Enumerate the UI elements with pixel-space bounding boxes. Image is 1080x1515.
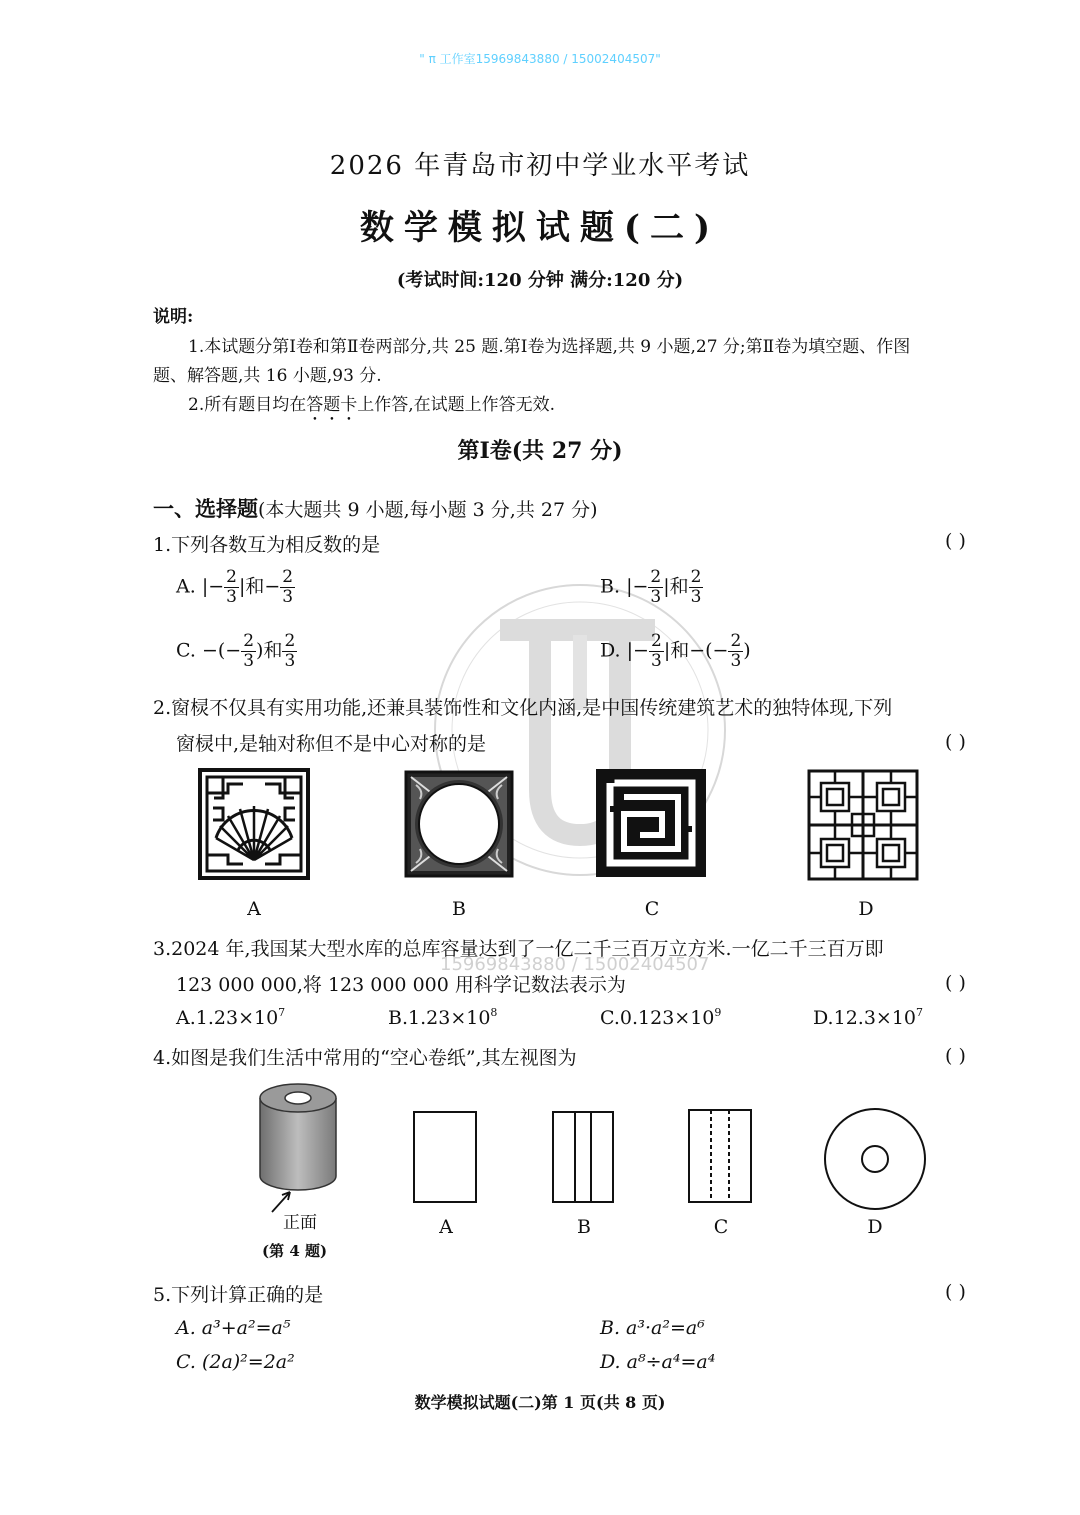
q3-option-a: $A.1.23\times 10^7$	[176, 1006, 286, 1029]
q2-figure-c-meander-window	[596, 769, 706, 877]
q4-option-c-rectangle-dashed-lines	[687, 1108, 755, 1206]
q5-stem: 5.下列计算正确的是	[153, 1284, 324, 1306]
notes-heading: 说明:	[153, 307, 194, 327]
q1-option-b: B. |− $\frac{2}{3}$ |和 $\frac{2}{3}$	[600, 567, 702, 607]
q2-stem-line1: 2.窗棂不仅具有实用功能,还兼具装饰性和文化内涵,是中国传统建筑艺术的独特体现,下列	[153, 697, 893, 719]
notes-item1-line2: 题、解答题,共 16 小题,93 分.	[153, 366, 382, 386]
q4-stem: 4.如图是我们生活中常用的“空心卷纸”,其左视图为	[153, 1047, 577, 1069]
q2-label-c: C	[644, 898, 660, 920]
section-title: 第Ⅰ卷(共 27 分)	[457, 438, 623, 464]
q3-stem-line2: 123 000 000,将 123 000 000 用科学记数法表示为	[176, 974, 626, 996]
emphasis-answer-card: 答题卡	[306, 395, 358, 415]
exam-title: 2026 年青岛市初中学业水平考试	[329, 151, 751, 181]
q2-label-a: A	[247, 898, 261, 920]
part-heading: 一、选择题(本大题共 9 小题,每小题 3 分,共 27 分)	[153, 496, 598, 521]
q1-option-c: C. −(− $\frac{2}{3}$ )和 $\frac{2}{3}$	[176, 631, 296, 671]
q4-front-label: 正面	[283, 1213, 317, 1233]
q3-option-b: $B.1.23\times 10^8$	[388, 1006, 498, 1029]
q2-figure-a-fan-window	[198, 768, 310, 880]
q2-figure-d-lattice-window	[807, 769, 919, 881]
q4-answer-paren: ( )	[945, 1045, 966, 1067]
q4-label-a: A	[439, 1216, 453, 1238]
q5-answer-paren: ( )	[945, 1281, 966, 1303]
exam-info: (考试时间:120 分钟 满分:120 分)	[396, 270, 684, 291]
q1-stem: 1.下列各数互为相反数的是	[153, 534, 381, 556]
q2-label-d: D	[858, 898, 874, 920]
q2-figure-b-round-window	[404, 770, 514, 878]
q3-stem-line1: 3.2024 年,我国某大型水库的总库容量达到了一亿二千三百万立方米.一亿二千三百万即	[153, 938, 884, 960]
q2-label-b: B	[452, 898, 466, 920]
q4-option-d-ring	[822, 1106, 928, 1212]
q4-label-d: D	[867, 1216, 883, 1238]
q2-stem-line2: 窗棂中,是轴对称但不是中心对称的是	[176, 733, 487, 755]
q3-option-d: $D.12.3\times 10^7$	[813, 1006, 924, 1029]
notes-item2: 2.所有题目均在答题卡上作答,在试题上作答无效.	[188, 395, 556, 415]
q5-option-a: A. a³+a²=a⁵	[176, 1317, 291, 1339]
paper-title: 数学模拟试题(二)	[359, 208, 721, 248]
notes-item1-line1: 1.本试题分第Ⅰ卷和第Ⅱ卷两部分,共 25 题.第Ⅰ卷为选择题,共 9 小题,27 分;第Ⅱ卷为填空题、作图	[188, 337, 911, 357]
q4-figure-paper-roll	[250, 1078, 350, 1218]
q4-label-c: C	[713, 1216, 729, 1238]
watermark-mid: 15969843880 / 15002404507	[440, 954, 710, 975]
q4-label-b: B	[577, 1216, 591, 1238]
q1-option-a: A. |− $\frac{2}{3}$ |和− $\frac{2}{3}$	[176, 567, 294, 607]
q2-answer-paren: ( )	[945, 731, 966, 753]
q4-caption: (第 4 题)	[262, 1242, 328, 1260]
q4-option-b-rectangle-solid-lines	[551, 1110, 617, 1206]
q5-option-c: C. (2a)²=2a²	[176, 1351, 295, 1373]
page-footer: 数学模拟试题(二)第 1 页(共 8 页)	[414, 1393, 666, 1412]
q1-option-d: D. |− $\frac{2}{3}$ |和−(− $\frac{2}{3}$ )	[600, 631, 751, 671]
q3-option-c: $C.0.123\times 10^9$	[600, 1006, 722, 1029]
q1-answer-paren: ( )	[945, 530, 966, 552]
watermark-top: " π 工作室15969843880 / 15002404507"	[419, 52, 661, 66]
q3-answer-paren: ( )	[945, 972, 966, 994]
q5-option-b: B. a³·a²=a⁶	[600, 1317, 705, 1339]
q4-option-a-rectangle	[412, 1110, 480, 1206]
q5-option-d: D. a⁸÷a⁴=a⁴	[600, 1351, 716, 1373]
